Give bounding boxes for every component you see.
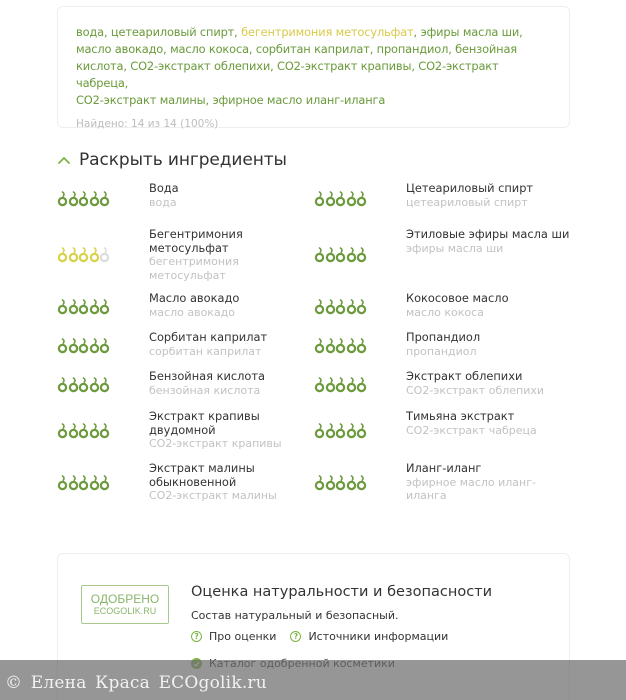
ingredient-names: [149, 462, 314, 503]
leaf-icon: [89, 247, 100, 263]
ingredient-name: Экстракт малины обыкновенной: [149, 461, 255, 489]
leaf-icon: [57, 191, 68, 207]
ingredient-names: [406, 331, 571, 358]
ingredient-rating: [57, 247, 110, 263]
leaf-icon: [356, 191, 367, 207]
leaf-icon: [57, 247, 68, 263]
leaf-icon: [346, 338, 357, 354]
leaf-icon: [57, 475, 68, 491]
ingredient-rating: [314, 338, 367, 354]
ingredient-name: Вода: [149, 181, 179, 195]
ingredient-inci: вода: [149, 195, 177, 209]
ingredient-inci: эфирное масло иланг-иланга: [406, 475, 536, 502]
leaf-icon: [78, 299, 89, 315]
about-ratings-label: Про оценки: [209, 630, 277, 643]
leaf-icon: [314, 299, 325, 315]
leaf-icon: [325, 191, 336, 207]
expand-ingredients-label: Раскрыть ингредиенты: [79, 150, 287, 170]
ingredient-inline: CO2-экстракт малины, эфирное масло иланг-иланга: [76, 93, 386, 107]
leaf-icon: [89, 423, 100, 439]
leaf-icon: [89, 191, 100, 207]
leaf-icon: [99, 423, 110, 439]
ingredient-inci: цетеариловый спирт: [406, 195, 528, 209]
leaf-icon: [356, 423, 367, 439]
ingredient-name: Иланг-иланг: [406, 461, 482, 475]
ingredient-rating: [314, 377, 367, 393]
ingredient-inline-warn: бегентримония метосульфат: [241, 25, 414, 39]
ingredient-rating: [57, 191, 110, 207]
leaf-icon: [68, 377, 79, 393]
ingredients-line: [76, 41, 551, 58]
leaf-icon: [78, 191, 89, 207]
leaf-icon: [335, 299, 346, 315]
leaf-icon: [346, 475, 357, 491]
badge-top-text: ОДОБРЕНО: [90, 591, 160, 606]
rating-title: Оценка натуральности и безопасности: [191, 584, 493, 600]
leaf-icon: [356, 475, 367, 491]
leaf-icon: [68, 475, 79, 491]
ingredient-inci: CO2-экстракт чабреца: [406, 423, 537, 437]
ingredient-names: [149, 292, 314, 319]
leaf-icon: [89, 299, 100, 315]
leaf-icon: [78, 247, 89, 263]
leaf-icon: [99, 191, 110, 207]
ingredient-name: Тимьяна экстракт: [406, 409, 515, 423]
question-circle-icon: ?: [191, 631, 202, 642]
leaf-icon: [356, 377, 367, 393]
leaf-icon: [68, 338, 79, 354]
ingredients-line: [76, 92, 551, 109]
leaf-icon: [78, 423, 89, 439]
leaf-icon: [325, 377, 336, 393]
ingredient-inci: сорбитан каприлат: [149, 344, 262, 358]
leaf-icon: [335, 338, 346, 354]
ingredient-rating: [57, 377, 110, 393]
ingredient-inci: масло кокоса: [406, 305, 484, 319]
ingredient-name: Сорбитан каприлат: [149, 330, 268, 344]
ingredient-inci: CO2-экстракт крапивы: [149, 437, 282, 450]
chevron-up-icon: [57, 153, 71, 167]
leaf-icon: [314, 338, 325, 354]
leaf-icon: [78, 338, 89, 354]
expand-ingredients-toggle[interactable]: [57, 148, 287, 172]
ingredient-inci: бензойная кислота: [149, 383, 261, 397]
leaf-icon: [356, 247, 367, 263]
ingredient-names: [406, 292, 571, 319]
ingredient-rating: [314, 299, 367, 315]
ingredient-name: Цетеариловый спирт: [406, 181, 534, 195]
ingredient-rating: [57, 299, 110, 315]
leaf-icon: [78, 377, 89, 393]
sources-link[interactable]: [290, 630, 448, 643]
ingredient-names: [149, 370, 314, 397]
found-count: Найдено: 14 из 14 (100%): [76, 118, 219, 130]
ingredient-inline: кислота, CO2-экстракт облепихи, CO2-экстракт крапивы, CO2-экстракт чабреца,: [76, 59, 499, 90]
ingredient-inline: , эфиры масла ши,: [413, 25, 523, 39]
ingredients-line: [76, 58, 551, 92]
ingredient-rating: [57, 423, 110, 439]
badge-bottom-text: ECOGOLIK.RU: [93, 605, 157, 616]
ingredient-name: Этиловые эфиры масла ши: [406, 227, 570, 241]
leaf-icon: [325, 247, 336, 263]
ingredient-name: Масло авокадо: [149, 291, 240, 305]
leaf-icon: [57, 423, 68, 439]
ingredient-name: Бензойная кислота: [149, 369, 266, 383]
leaf-icon: [68, 191, 79, 207]
ingredients-line: [76, 24, 551, 41]
approved-badge: [81, 585, 169, 624]
leaf-icon: [346, 191, 357, 207]
leaf-icon: [68, 247, 79, 263]
ingredient-rating: [314, 191, 367, 207]
leaf-icon: [325, 299, 336, 315]
ingredient-rating: [314, 247, 367, 263]
ingredient-inci: CO2-экстракт облепихи: [406, 383, 545, 397]
watermark-text: © Елена Краса ECOgolik.ru: [5, 673, 267, 693]
rating-links: [191, 630, 448, 643]
leaf-icon: [99, 338, 110, 354]
ingredient-rating: [314, 475, 367, 491]
leaf-icon: [68, 423, 79, 439]
ingredient-inline: масло авокадо, масло кокоса, сорбитан каприлат, пропандиол, бензойная: [76, 42, 517, 56]
about-ratings-link[interactable]: [191, 630, 276, 643]
ingredient-name: Пропандиол: [406, 330, 481, 344]
ingredient-names: [149, 182, 314, 209]
leaf-icon: [314, 475, 325, 491]
leaf-icon: [57, 338, 68, 354]
ingredient-names: [406, 228, 571, 255]
leaf-icon: [314, 423, 325, 439]
ingredients-inline-list: [76, 24, 551, 109]
ingredient-name: Экстракт облепихи: [406, 369, 523, 383]
leaf-icon: [68, 299, 79, 315]
leaf-icon: [99, 247, 110, 263]
leaf-icon: [346, 299, 357, 315]
sources-label: Источники информации: [308, 630, 449, 643]
question-circle-icon: ?: [290, 631, 301, 642]
leaf-icon: [89, 338, 100, 354]
ingredient-names: [406, 370, 571, 397]
leaf-icon: [335, 475, 346, 491]
ingredient-names: [149, 228, 314, 282]
leaf-icon: [356, 338, 367, 354]
ingredient-name: Бегентримония метосульфат: [149, 227, 243, 255]
ingredient-name: Экстракт крапивы двудомной: [149, 409, 260, 437]
leaf-icon: [335, 377, 346, 393]
leaf-icon: [325, 338, 336, 354]
ingredient-name: Кокосовое масло: [406, 291, 509, 305]
ingredient-inci: CO2-экстракт малины: [149, 489, 277, 502]
leaf-icon: [346, 247, 357, 263]
ingredient-inci: масло авокадо: [149, 305, 236, 319]
leaf-icon: [99, 475, 110, 491]
leaf-icon: [99, 299, 110, 315]
leaf-icon: [356, 299, 367, 315]
ingredient-names: [149, 410, 314, 451]
ingredient-rating: [57, 338, 110, 354]
rating-description: Состав натуральный и безопасный.: [191, 609, 399, 622]
ingredient-rating: [57, 475, 110, 491]
leaf-icon: [335, 423, 346, 439]
leaf-icon: [335, 247, 346, 263]
ingredients-found-card: [57, 6, 570, 128]
ingredient-names: [406, 410, 571, 437]
ingredient-rating: [314, 423, 367, 439]
ingredient-inline: вода, цетеариловый спирт,: [76, 25, 242, 39]
leaf-icon: [99, 377, 110, 393]
leaf-icon: [346, 423, 357, 439]
leaf-icon: [89, 475, 100, 491]
ingredient-inci: пропандиол: [406, 344, 477, 358]
leaf-icon: [89, 377, 100, 393]
leaf-icon: [314, 191, 325, 207]
leaf-icon: [335, 191, 346, 207]
leaf-icon: [78, 475, 89, 491]
ingredient-names: [406, 462, 571, 503]
ingredient-names: [406, 182, 571, 209]
ingredient-inci: бегентримония метосульфат: [149, 255, 239, 282]
leaf-icon: [325, 423, 336, 439]
ingredient-inci: эфиры масла ши: [406, 241, 504, 255]
leaf-icon: [57, 299, 68, 315]
leaf-icon: [57, 377, 68, 393]
leaf-icon: [325, 475, 336, 491]
ingredient-names: [149, 331, 314, 358]
leaf-icon: [314, 247, 325, 263]
leaf-icon: [314, 377, 325, 393]
leaf-icon: [346, 377, 357, 393]
